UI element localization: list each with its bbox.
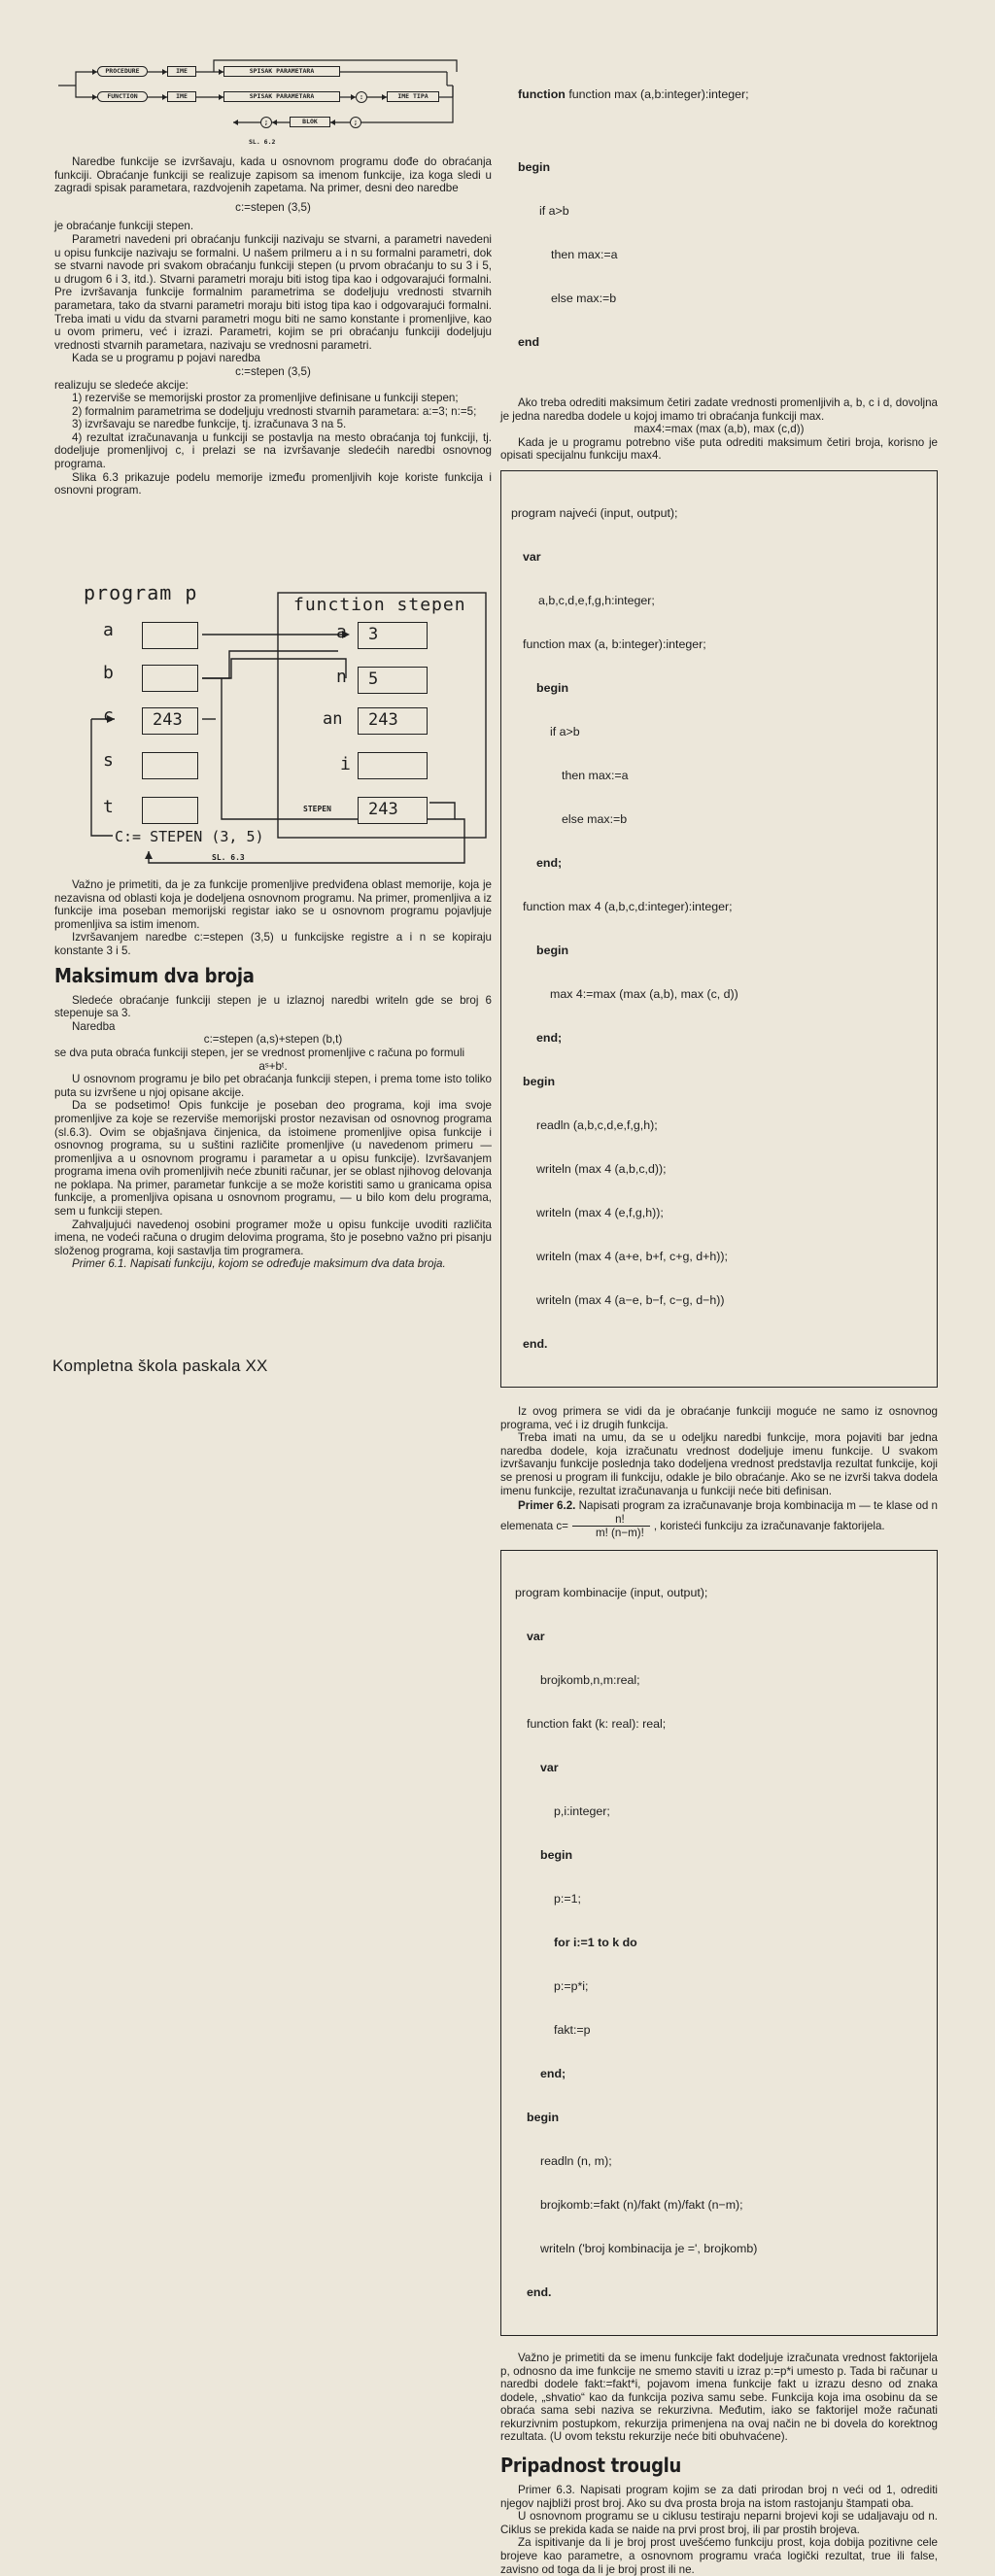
code-line: var [523,549,541,564]
code-line: fakt:=p [554,2022,591,2037]
code-line: end; [540,2066,566,2080]
fraction: $\frac{n!}{m! (n-m)!}$ [572,1513,650,1540]
ime-box-2: IME [167,91,196,102]
var-s-label: s [103,750,114,771]
paragraph: Važno je primetiti, da je za funkcije promenljive predviđena oblast memorije, koja je nezavisna od oblasti koja je dodeljena osnovnom programu. Na primer, promenljiva a iz funkcije ima poseban memorijski registar iako se u osnovnom programu pojavljuje promenljiva sa istim imenom. [54,878,492,931]
code-block-max [518,58,938,131]
paragraph: Slika 6.3 prikazuje podelu memorije između promenljivih koje koriste funkcija i osnovni program. [54,470,492,498]
function-keyword: FUNCTION [97,91,148,102]
equation: c:=stepen (a,s)+stepen (b,t) [203,1033,343,1047]
code-line: if a>b [539,204,569,218]
var-an-cell: 243 [358,707,428,735]
code-line: begin [518,160,551,174]
code-line: begin [540,1847,573,1862]
colon-node: : [356,91,367,103]
code-line: writeln (max 4 (a−e, b−f, c−g, d−h)) [536,1292,725,1307]
figure-caption-6-3: SL. 6.3 [212,853,245,862]
paragraph: Naredbe funkcije se izvršavaju, kada u osnovnom programu dođe do obraćanja funkciji. Obraćanje funkciji se realizuje zapisom sa imenom funkcije, iza koga sledi u zagradi spisak parametara, razdvojenih zapetama. Na primer, desni deo naredbe [54,155,492,195]
code-box-najveci [500,470,938,1388]
code-line: end [518,335,540,349]
code-line: begin [536,680,569,695]
code-line: var [540,1760,559,1774]
section-heading-maksimum: Maksimum dva broja [54,963,255,988]
stepen-label: STEPEN [303,805,331,813]
var-b-cell [142,665,198,692]
var-i-label: i [340,754,351,774]
ime-box-1: IME [167,66,196,77]
code-line: function max 4 (a,b,c,d:integer):integer; [523,899,733,913]
paragraph: U osnovnom programu je bilo pet obraćanja funkciji stepen, i prema tome isto toliko puta su izvršene u njoj opisane akcije. [54,1073,492,1099]
equation: max4:=max (max (a,b), max (c,d)) [634,423,805,436]
var-a-label: a [103,620,114,640]
equation: aˢ+bᵗ. [258,1059,288,1073]
paragraph: je obraćanje funkciji stepen. [54,220,194,233]
section-heading-pripadnost: Pripadnost trouglu [500,2454,682,2478]
code-line: p:=1; [554,1891,581,1906]
code-line: then max:=a [551,248,618,261]
code-line: max 4:=max (max (a,b), max (c, d)) [550,986,738,1001]
paragraph: realizuju se sledeće akcije: [54,378,189,392]
param-n-label: n [336,667,347,687]
paragraph: Zahvaljujući navedenoj osobini programer može u opisu funkcije uvoditi različita imena, ne vodeći računa o drugim delovima programa, što je posebno važno pri pisanju složenog programa, koji sastavlja tim programera. [54,1218,492,1257]
list-item: 4) rezultat izračunavanja u funkciji se postavlja na mesto obraćanja toj funkciji, tj. dodeljuje promenljivoj c, i prelazi se na izvršavanje sledećih naredbi osnovnog programa. [54,430,492,471]
paragraph: Iz ovog primera se vidi da je obraćanje funkciji moguće ne samo iz osnovnog programa, već i iz drugih funkcija. [500,1404,938,1431]
call-statement: C:= STEPEN (3, 5) [115,828,264,845]
paragraph: Za ispitivanje da li je broj prost uvešćemo funkciju prost, koja dobija pozitivne cele brojeve kao parametre, a osnovnom programu vraća logički rezultat, true ili false, zavisno od toga da li je broj prost ili ne. [500,2536,938,2576]
procedure-keyword: PROCEDURE [97,66,148,77]
paragraph: Sledeće obraćanje funkciji stepen je u izlaznoj naredbi writeln gde se broj 6 stepenuje sa 3. [54,993,492,1020]
code-line: writeln (max 4 (a+e, b+f, c+g, d+h)); [536,1249,728,1263]
var-s-cell [142,752,198,779]
code-line: program najveći (input, output); [511,505,678,520]
paragraph: Da se podsetimo! Opis funkcije je poseban deo programa, koji ima svoje promenljive za koje se rezerviše memorijski prostor nezavisan od osnovnog programa (sl.6.3). Ovim se objašnjava činjenica, da istoimene promenljive opisa funkcije i osnovnog programa, su u suštini različite promenljive (u navedenom primeru — promenljiva a u osnovnom programu i parametar a u opisu funkcije). Izvršavanjem programa imena ovih promenljivih neće zbuniti računar, jer se oblast njihovog delovanja ne poklapa. Na primer, parametar funkcije a se može koristiti samo u granicama opisa funkcije, a promenljiva opisana u osnovnom programu, — u bilo kom delu programa, sem u funkciji stepen. [54,1099,492,1219]
paragraph: Parametri navedeni pri obraćanju funkciji nazivaju se stvarni, a parametri navedeni u opisu funkcije nazivaju se formalni. U našem prilmeru a i n su formalni parametri, dok se stvarni navode pri svakom obraćanju funkciji stepen (u prvom obraćanju to su 3 i 5, u drugom 6 i 3, itd.). Stvarni parametri moraju biti istog tipa kao i odgovarajući formalni. Pre izvršavanja funkcije formalnim parametrima se dodeljuju vrednosti stvarnih parametara, tako da stvarni parametri moraju biti istog tipa kao i odgovarajući formalni. Treba imati u vidu da stvarni parametri mogu biti ne samo konstante i promenljive, kao u ovom primeru, već i izrazi. Parametri, kojim se pri obraćanju funkciji dodeljuju vrednosti stvarnih parametara, nazivaju se vrednosni parametri. [54,232,492,352]
code-line: var [527,1629,545,1643]
blok-box: BLOK [290,117,330,127]
list-item: 3) izvršavaju se naredbe funkcije, tj. izračunava 3 na 5. [72,418,347,431]
stepen-cell: 243 [358,797,428,824]
semicolon-node-2: ; [260,117,272,128]
param-a-label: a [336,622,347,642]
left-column-bottom [54,878,492,1271]
var-t-cell [142,797,198,824]
var-c-cell: 243 [142,707,198,735]
memory-diagram-figure [56,581,490,863]
paragraph: Izvršavanjem naredbe c:=stepen (3,5) u funkcijske registre a i n se kopiraju konstante 3 i 5. [54,931,492,957]
right-column [500,58,938,2576]
code-line: for i:=1 to k do [554,1935,637,1949]
code-line: writeln (max 4 (a,b,c,d)); [536,1161,667,1176]
param-n-cell: 5 [358,667,428,694]
program-p-label: program p [84,581,198,604]
figure-caption-6-2: SL. 6.2 [249,138,276,146]
spisak-parametara-box-2: SPISAK PARAMETARA [223,91,340,102]
code-line: end. [523,1336,548,1351]
paragraph: Treba imati na umu, da se u odeljku naredbi funkcije, mora pojaviti bar jedna naredba dodele, koja izračunatu vrednost dodeljuje imenu funkcije. U svakom izvršavanju funkcije poslednja tako dodeljena vrednost predstavlja rezultat funkcije, koji se prenosi u program ili funkciju, odakle je bilo obraćanje. Ako se ne izvrši takva dodela imenu funkcije, rezultat izračunavanja u funkciji neće biti definisan. [500,1431,938,1497]
function-stepen-label: function stepen [293,595,466,615]
paragraph: Naredba [72,1019,116,1033]
code-line: else max:=b [551,292,617,305]
equation: c:=stepen (3,5) [235,364,311,378]
list-item: 1) rezerviše se memorijski prostor za promenljive definisane u funkciji stepen; [72,392,459,405]
code-line: program kombinacije (input, output); [515,1585,708,1599]
code-line: a,b,c,d,e,f,g,h:integer; [538,593,655,607]
paragraph: se dva puta obraća funkciji stepen, jer se vrednost promenljive c računa po formuli [54,1046,465,1059]
code-line: begin [527,2110,560,2124]
paragraph: Kada se u programu p pojavi naredba [72,352,261,365]
spisak-parametara-box-1: SPISAK PARAMETARA [223,66,340,77]
left-column-top [54,155,492,498]
code-line: function fakt (k: real): real; [527,1716,667,1731]
list-item: 2) formalnim parametrima se dodeljuju vrednosti stvarnih parametara: a:=3; n:=5; [72,404,477,418]
ime-tipa-box: IME TIPA [387,91,439,102]
var-a-cell [142,622,198,649]
semicolon-node-1: ; [350,117,361,128]
code-line: if a>b [550,724,580,738]
syntax-diagram-figure [58,56,486,149]
code-block-max-body [518,131,938,379]
code-line: begin [523,1074,556,1088]
var-c-label: c [103,705,114,726]
param-a-cell: 3 [358,622,428,649]
code-line: begin [536,943,569,957]
code-line: end; [536,855,563,870]
var-t-label: t [103,797,114,817]
page-footer: Kompletna škola paskala XX [52,1357,268,1375]
paragraph: U osnovnom programu se u ciklusu testiraju neparni brojevi koji se udaljavaju od n. Ciklus se prekida kada se naide na prvi prost broj, ili par prostih brojeva. [500,2510,938,2536]
code-line: readln (a,b,c,d,e,f,g,h); [536,1117,658,1132]
code-box-kombinacije [500,1550,938,2336]
var-b-label: b [103,663,114,683]
paragraph-primer-6-2: Primer 6.2. Napisati program za izračunavanje broja kombinacija m — te klase od n elemenata c= $\frac{n!}{m! (n-m)!}$ , koristeći funkciju za izračunavanje faktorijela. [500,1499,938,1540]
code-line: function function max (a,b:integer):integer; [518,87,749,101]
paragraph: Kada je u programu potrebno više puta odrediti maksimum četiri broja, korisno je opisati specijalnu funkciju max4. [500,435,938,463]
equation: c:=stepen (3,5) [235,200,311,214]
paragraph: Važno je primetiti da se imenu funkcije fakt dodeljuje izračunata vrednost faktorijela p, odnosno da ime funkcije ne smemo staviti u izraz p:=p*i umesto p. Tada bi računar u naredbi dodele fakt:=fakt*i, pojavom imena funkcije fakt u izrazu desno od znaka dodele, „shvatio“ kao da funkcija poziva samu sebe. Funkcija koja ima osobinu da se obraća sama sebi naziva se rekurzivna. Međutim, iako se faktorijel može računati rekurzivnim postupkom, rekurzija primenjena na ovaj način ne bi dovela do korektnog rezultata. (U ovom tekstu rekurzije neće biti obuhvaćene). [500,2351,938,2444]
var-i-cell [358,752,428,779]
code-line: writeln (max 4 (e,f,g,h)); [536,1205,664,1219]
paragraph: Ako treba odrediti maksimum četiri zadate vrednosti promenljivih a, b, c i d, dovoljna je jedna naredba dodele u kojoj imamo tri obraćanja funkciji max. [500,396,938,423]
code-line: readln (n, m); [540,2153,612,2168]
code-line: then max:=a [562,768,629,782]
code-line: else max:=b [562,811,628,826]
code-line: brojkomb,n,m:real; [540,1672,640,1687]
var-an-label: an [323,709,343,729]
code-line: p,i:integer; [554,1803,610,1818]
code-line: p:=p*i; [554,1978,589,1993]
paragraph: Primer 6.1. Napisati funkciju, kojom se određuje maksimum dva data broja. [72,1257,446,1271]
code-line: end. [527,2284,552,2299]
code-line: end; [536,1030,563,1045]
code-line: writeln ('broj kombinacija je =', brojkomb) [540,2241,758,2255]
code-line: function max (a, b:integer):integer; [523,636,706,651]
code-line: brojkomb:=fakt (n)/fakt (m)/fakt (n−m); [540,2197,743,2212]
paragraph: Primer 6.3. Napisati program kojim se za dati prirodan broj n veći od 1, odrediti njegov najbliži prost broj. Ako su dva prosta broja na istom rastojanju štampati oba. [500,2484,938,2510]
